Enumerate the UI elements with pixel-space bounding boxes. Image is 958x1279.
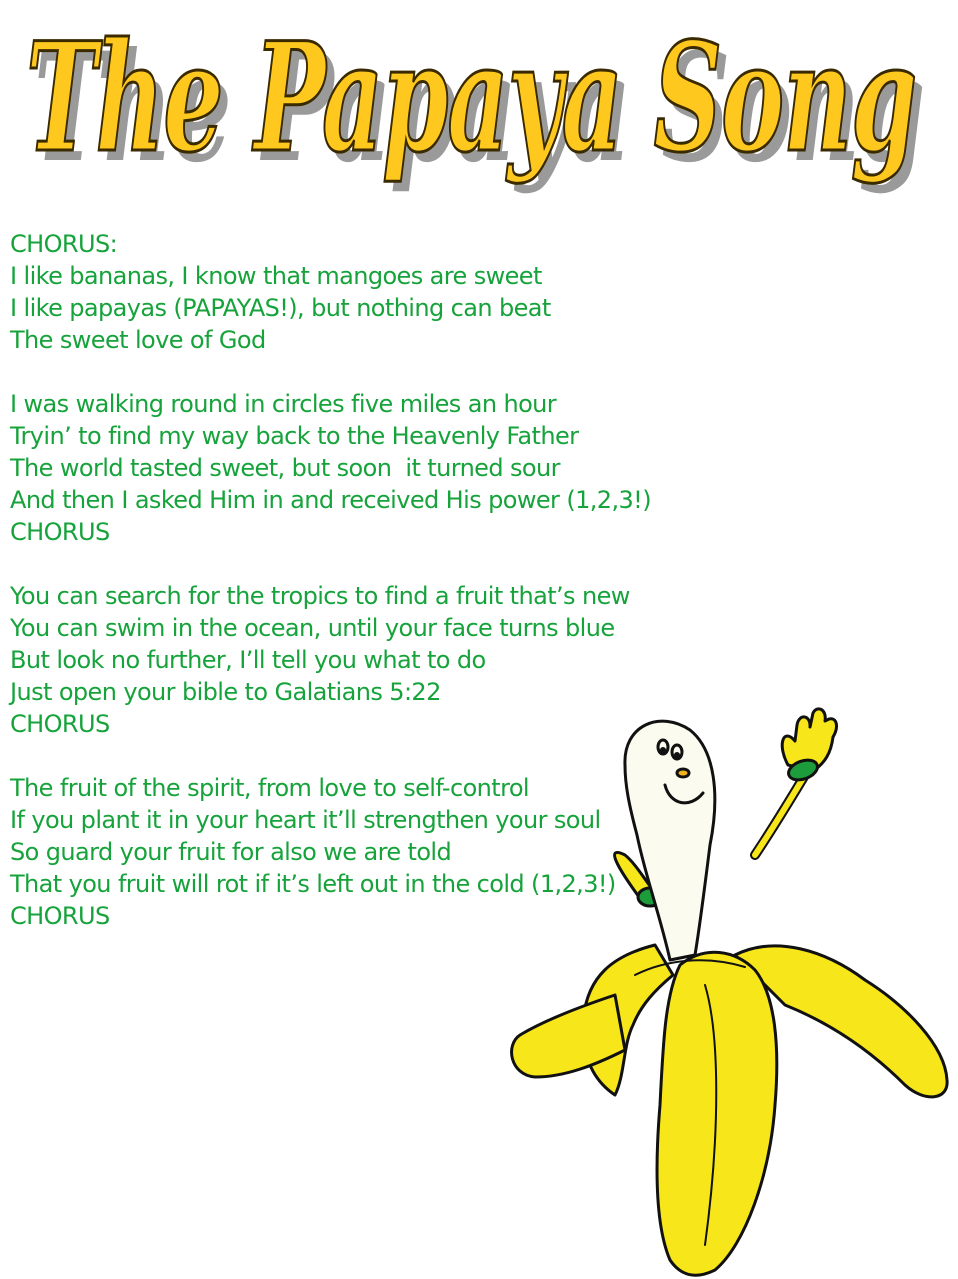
title-shadow: The Papaya Song — [34, 20, 924, 196]
lyric-line: Just open your bible to Galatians 5:22 — [10, 678, 441, 706]
lyric-line: The fruit of the spirit, from love to self-control — [10, 774, 529, 802]
lyric-line: And then I asked Him in and received His power (1,2,3!) — [10, 486, 651, 514]
waving-banana-icon — [505, 705, 955, 1279]
lyric-line: CHORUS — [10, 518, 110, 546]
stanza-chorus — [10, 228, 710, 356]
lyric-line: That you fruit will rot if it’s left out in the cold (1,2,3!) — [10, 870, 616, 898]
banana-nose — [677, 769, 689, 777]
lyric-line: But look no further, I’ll tell you what to do — [10, 646, 486, 674]
lyric-line: CHORUS — [10, 710, 110, 738]
lyric-line: I was walking round in circles five miles an hour — [10, 390, 557, 418]
lyric-line: So guard your fruit for also we are told — [10, 838, 452, 866]
page-title — [20, 0, 940, 215]
stanza-verse-1 — [10, 388, 710, 548]
lyric-line: If you plant it in your heart it’ll strengthen your soul — [10, 806, 601, 834]
lyric-line: The world tasted sweet, but soon it turned sour — [10, 454, 560, 482]
title-text: The Papaya Song — [26, 10, 916, 186]
lyric-line: I like papayas (PAPAYAS!), but nothing can beat — [10, 294, 551, 322]
lyric-line: The sweet love of God — [10, 326, 266, 354]
lyric-line: Tryin’ to find my way back to the Heavenly Father — [10, 422, 579, 450]
lyric-line: CHORUS — [10, 902, 110, 930]
lyric-line: I like bananas, I know that mangoes are sweet — [10, 262, 542, 290]
lyric-line: You can search for the tropics to find a fruit that’s new — [10, 582, 630, 610]
banana-flesh — [625, 721, 715, 960]
lyric-line: You can swim in the ocean, until your face turns blue — [10, 614, 615, 642]
lyric-line: CHORUS: — [10, 230, 118, 258]
